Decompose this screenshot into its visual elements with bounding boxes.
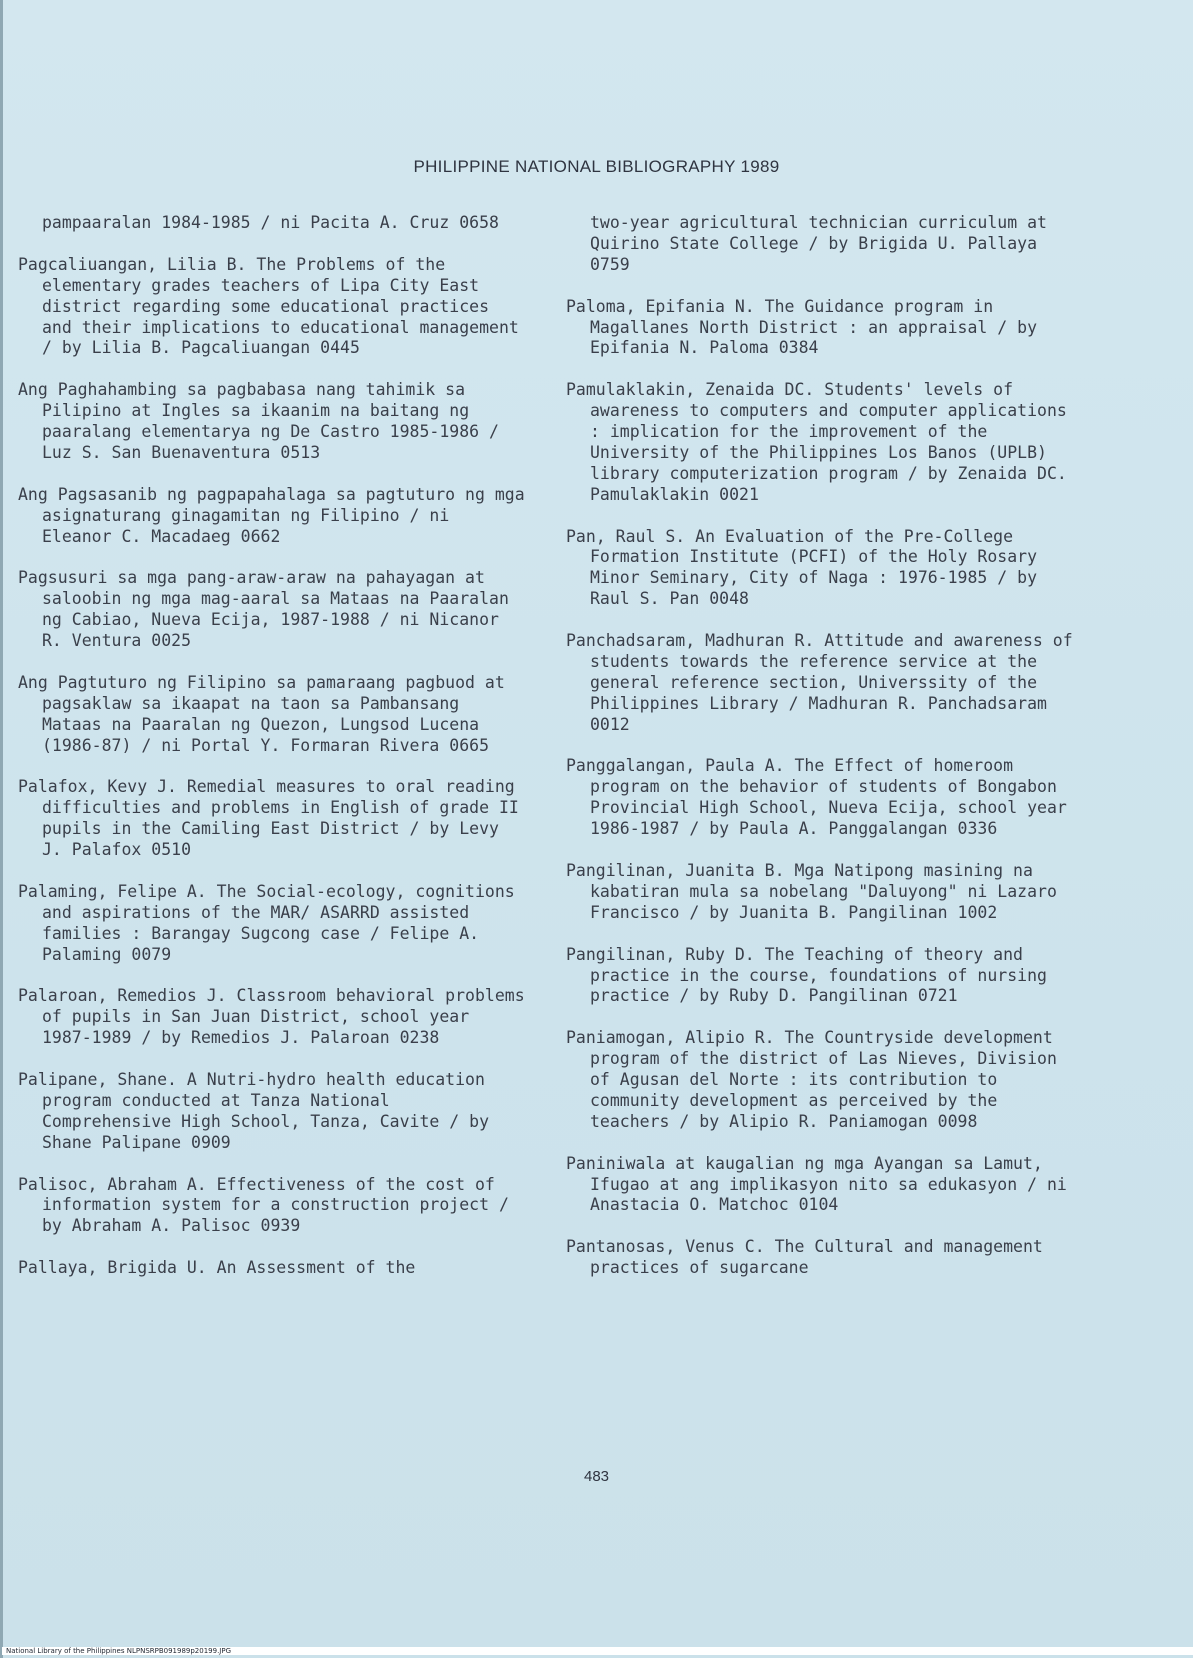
entry-left-8: Palaming, Felipe A. The Social-ecology, cognitions and aspirations of the MAR/ ASARRD assisted families : Barangay Sugcong case / Felipe A. Palaming 0079	[18, 881, 515, 964]
scan-footer: National Library of the Philippines NLPNSRPB091989p20199.JPG	[2, 1647, 1193, 1655]
entry-left-4: Ang Pagsasanib ng pagpapahalaga sa pagtuturo ng mga asignaturang ginagamitan ng Filipino / ni Eleanor C. Macadaeg 0662	[18, 484, 525, 546]
entry-right-5: Panchadsaram, Madhuran R. Attitude and awareness of students towards the reference service at the general reference section, Universsity of the Philippines Library / Madhuran R. Panchadsaram 0012	[566, 631, 1073, 734]
entry-right-3: Pamulaklakin, Zenaida DC. Students' levels of awareness to computers and computer applications : implication for the improvement of the University of the Philippines Los Banos (UPLB) library computerization program / by Zenaida DC. Pamulaklakin 0021	[566, 380, 1067, 504]
entry-right-11: Pantanosas, Venus C. The Cultural and management practices of sugarcane	[566, 1237, 1043, 1278]
entry-right-7: Pangilinan, Juanita B. Mga Natipong masining na kabatiran mula sa nobelang "Daluyong" ni Lazaro Francisco / by Juanita B. Pangilinan 1002	[566, 861, 1057, 922]
entry-right-6: Panggalangan, Paula A. The Effect of homeroom program on the behavior of students of Bongabon Provincial High School, Nueva Ecija, school year 1986-1987 / by Paula A. Panggalangan 0336	[566, 756, 1067, 839]
entry-right-1: two-year agricultural technician curriculum at Quirino State College / by Brigida U. Pallaya 0759	[590, 213, 1047, 274]
entry-right-10: Paniniwala at kaugalian ng mga Ayangan sa Lamut, Ifugao at ang implikasyon nito sa edukasyon / ni Anastacia O. Matchoc 0104	[566, 1153, 1067, 1215]
entry-left-6: Ang Pagtuturo ng Filipino sa pamaraang pagbuod at pagsaklaw sa ikaapat na taon sa Pambansang Mataas na Paaralan ng Quezon, Lungsod Lucena (1986-87) / ni Portal Y. Formaran Rivera 0665	[18, 672, 505, 755]
right-column	[566, 213, 1086, 1300]
entry-left-2: Pagcaliuangan, Lilia B. The Problems of the elementary grades teachers of Lipa City East district regarding some educational practices and their implications to educational management / by Lilia B. Pagcaliuangan 0445	[18, 254, 519, 358]
entry-right-4: Pan, Raul S. An Evaluation of the Pre-College Formation Institute (PCFI) of the Holy Rosary Minor Seminary, City of Naga : 1976-1985 / by Raul S. Pan 0048	[566, 526, 1038, 609]
entry-left-11: Palisoc, Abraham A. Effectiveness of the cost of information system for a construction project / by Abraham A. Palisoc 0939	[18, 1174, 509, 1236]
entry-left-5: Pagsusuri sa mga pang-araw-araw na pahayagan at saloobin ng mga mag-aaral sa Mataas na Paaralan ng Cabiao, Nueva Ecija, 1987-1988 / ni Nicanor R. Ventura 0025	[18, 568, 509, 651]
entry-right-2: Paloma, Epifania N. The Guidance program in Magallanes North District : an appraisal / by Epifania N. Paloma 0384	[566, 296, 1038, 358]
entry-right-9: Paniamogan, Alipio R. The Countryside development program of the district of Las Nieves, Division of Agusan del Norte : its contribution to community development as perceived by the teachers / by Alipio R. Paniamogan 0098	[566, 1028, 1057, 1131]
page-title: PHILIPPINE NATIONAL BIBLIOGRAPHY 1989	[413, 157, 780, 176]
entry-left-12: Pallaya, Brigida U. An Assessment of the	[18, 1258, 416, 1278]
entry-left-1: pampaaralan 1984-1985 / ni Pacita A. Cruz 0658	[42, 213, 499, 232]
page-number: 483	[583, 1468, 610, 1485]
entry-left-10: Palipane, Shane. A Nutri-hydro health education program conducted at Tanza National Comprehensive High School, Tanza, Cavite / by Shane Palipane 0909	[18, 1070, 490, 1152]
left-column	[18, 213, 528, 1300]
page-edge	[0, 0, 3, 1658]
entry-left-7: Palafox, Kevy J. Remedial measures to oral reading difficulties and problems in English of grade II pupils in the Camiling East District / by Levy J. Palafox 0510	[18, 777, 519, 860]
entry-left-3: Ang Paghahambing sa pagbabasa nang tahimik sa Pilipino at Ingles sa ikaanim na baitang ng paaralang elementarya ng De Castro 1985-1986 / Luz S. San Buenaventura 0513	[18, 380, 499, 462]
entry-right-8: Pangilinan, Ruby D. The Teaching of theory and practice in the course, foundations of nursing practice / by Ruby D. Pangilinan 0721	[566, 944, 1047, 1006]
entry-left-9: Palaroan, Remedios J. Classroom behavioral problems of pupils in San Juan District, school year 1987-1989 / by Remedios J. Palaroan 0238	[18, 986, 525, 1048]
